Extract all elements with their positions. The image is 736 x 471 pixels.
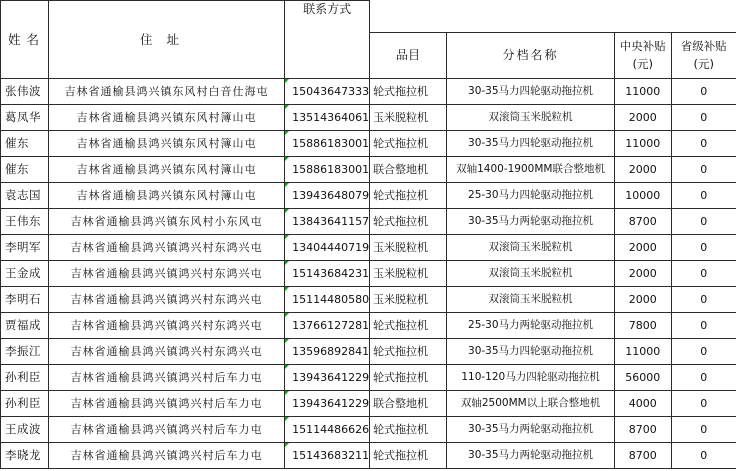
- cell-phone: [285, 79, 370, 105]
- cell-model: 双滚筒玉米脱粒机: [447, 235, 615, 261]
- cell-provincial-subsidy: 0: [671, 157, 736, 183]
- cell-provincial-subsidy: 0: [671, 131, 736, 157]
- cell-central-subsidy: 4000: [615, 391, 671, 417]
- header-provincial-label: 省级补贴: [680, 38, 727, 53]
- cell-provincial-subsidy: 0: [671, 417, 736, 443]
- cell-model: 双滚筒玉米脱粒机: [447, 287, 615, 313]
- number-as-text-indicator-icon: [285, 339, 289, 343]
- cell-phone-text: 13596892841: [292, 344, 370, 358]
- cell-name: 催东: [1, 131, 49, 157]
- cell-category: 轮式拖拉机: [370, 209, 447, 235]
- cell-address: 吉林省通榆县鸿兴镇鸿兴村后车力屯: [48, 443, 284, 469]
- number-as-text-indicator-icon: [285, 313, 289, 317]
- header-name: 姓名: [1, 1, 49, 79]
- cell-provincial-subsidy: 0: [671, 235, 736, 261]
- cell-phone: [285, 261, 370, 287]
- cell-phone: [285, 339, 370, 365]
- header-central-subsidy: [615, 33, 671, 79]
- table-row: [1, 183, 736, 209]
- cell-central-subsidy: 11000: [615, 339, 671, 365]
- cell-central-subsidy: 2000: [615, 287, 671, 313]
- cell-phone: [285, 105, 370, 131]
- cell-phone: [285, 365, 370, 391]
- header-top-blank: [370, 1, 736, 33]
- number-as-text-indicator-icon: [285, 79, 289, 83]
- cell-category: 轮式拖拉机: [370, 417, 447, 443]
- cell-phone: [285, 157, 370, 183]
- cell-phone: [285, 131, 370, 157]
- cell-name: 李明石: [1, 287, 49, 313]
- cell-provincial-subsidy: 0: [671, 183, 736, 209]
- cell-provincial-subsidy: 0: [671, 313, 736, 339]
- cell-category: 玉米脱粒机: [370, 105, 447, 131]
- number-as-text-indicator-icon: [285, 157, 289, 161]
- cell-category: 玉米脱粒机: [370, 261, 447, 287]
- cell-phone-text: 13514364061: [292, 110, 370, 124]
- cell-model: 30-35马力四轮驱动拖拉机: [447, 79, 615, 105]
- cell-name: 葛凤华: [1, 105, 49, 131]
- cell-central-subsidy: 2000: [615, 105, 671, 131]
- cell-model: 30-35马力两轮驱动拖拉机: [447, 209, 615, 235]
- cell-phone-text: 13766127281: [292, 318, 370, 332]
- cell-name: 王成波: [1, 417, 49, 443]
- cell-phone-text: 15143683211: [292, 448, 370, 462]
- number-as-text-indicator-icon: [285, 417, 289, 421]
- cell-category: 玉米脱粒机: [370, 235, 447, 261]
- cell-category: 轮式拖拉机: [370, 131, 447, 157]
- cell-model: 110-120马力四轮驱动拖拉机: [447, 365, 615, 391]
- cell-model: 25-30马力四轮驱动拖拉机: [447, 183, 615, 209]
- cell-provincial-subsidy: 0: [671, 209, 736, 235]
- cell-name: 贾福成: [1, 313, 49, 339]
- cell-central-subsidy: 2000: [615, 261, 671, 287]
- number-as-text-indicator-icon: [285, 105, 289, 109]
- cell-central-subsidy: 7800: [615, 313, 671, 339]
- table-row: [1, 313, 736, 339]
- cell-phone: [285, 391, 370, 417]
- cell-name: 孙利臣: [1, 365, 49, 391]
- table-body: [1, 79, 736, 469]
- cell-category: 轮式拖拉机: [370, 183, 447, 209]
- cell-phone-text: 15114486626: [292, 422, 370, 436]
- cell-address: 吉林省通榆县鸿兴镇东风村簿山屯: [48, 183, 284, 209]
- number-as-text-indicator-icon: [285, 183, 289, 187]
- table-row: [1, 365, 736, 391]
- cell-category: 轮式拖拉机: [370, 365, 447, 391]
- cell-name: 张伟波: [1, 79, 49, 105]
- cell-category: 联合整地机: [370, 157, 447, 183]
- number-as-text-indicator-icon: [285, 391, 289, 395]
- cell-model: 30-35马力两轮驱动拖拉机: [447, 443, 615, 469]
- cell-address: 吉林省通榆县鸿兴镇鸿兴村东鸿兴屯: [48, 261, 284, 287]
- table-row: [1, 209, 736, 235]
- cell-category: 轮式拖拉机: [370, 443, 447, 469]
- cell-phone-text: 13943648079: [292, 188, 370, 202]
- table-row: [1, 417, 736, 443]
- cell-phone-text: 13943641229: [292, 370, 370, 384]
- table-row: [1, 339, 736, 365]
- cell-name: 李振江: [1, 339, 49, 365]
- cell-provincial-subsidy: 0: [671, 339, 736, 365]
- cell-provincial-subsidy: 0: [671, 261, 736, 287]
- cell-address: 吉林省通榆县鸿兴镇东风村簿山屯: [48, 131, 284, 157]
- cell-central-subsidy: 11000: [615, 79, 671, 105]
- number-as-text-indicator-icon: [285, 131, 289, 135]
- cell-phone: [285, 209, 370, 235]
- table-row: [1, 443, 736, 469]
- cell-phone-text: 15886183001: [292, 162, 370, 176]
- cell-address: 吉林省通榆县鸿兴镇东风村簿山屯: [48, 105, 284, 131]
- cell-category: 轮式拖拉机: [370, 339, 447, 365]
- cell-name: 催东: [1, 157, 49, 183]
- cell-phone-text: 15114480580: [292, 292, 370, 306]
- table-row: [1, 287, 736, 313]
- header-central-unit: (元): [632, 56, 653, 71]
- cell-model: 30-35马力四轮驱动拖拉机: [447, 131, 615, 157]
- cell-address: 吉林省通榆县鸿兴镇鸿兴村后车力屯: [48, 365, 284, 391]
- cell-address: 吉林省通榆县鸿兴镇鸿兴村东鸿兴屯: [48, 313, 284, 339]
- cell-name: 王伟东: [1, 209, 49, 235]
- cell-phone-text: 15043647333: [292, 84, 370, 98]
- table-row: [1, 105, 736, 131]
- cell-address: 吉林省通榆县鸿兴镇东风村白音仕海屯: [48, 79, 284, 105]
- cell-address: 吉林省通榆县鸿兴镇鸿兴村东鸿兴屯: [48, 339, 284, 365]
- cell-category: 轮式拖拉机: [370, 79, 447, 105]
- number-as-text-indicator-icon: [285, 287, 289, 291]
- cell-central-subsidy: 2000: [615, 235, 671, 261]
- cell-phone-text: 15143684231: [292, 266, 370, 280]
- cell-phone-text: 13843641157: [292, 214, 370, 228]
- table-row: [1, 79, 736, 105]
- cell-phone-text: 15886183001: [292, 136, 370, 150]
- cell-phone: [285, 183, 370, 209]
- table-row: [1, 157, 736, 183]
- cell-category: 玉米脱粒机: [370, 287, 447, 313]
- cell-central-subsidy: 8700: [615, 443, 671, 469]
- cell-category: 联合整地机: [370, 391, 447, 417]
- cell-provincial-subsidy: 0: [671, 105, 736, 131]
- table-row: [1, 391, 736, 417]
- cell-address: 吉林省通榆县鸿兴镇鸿兴村后车力屯: [48, 391, 284, 417]
- cell-name: 王金成: [1, 261, 49, 287]
- cell-address: 吉林省通榆县鸿兴镇鸿兴村东鸿兴屯: [48, 287, 284, 313]
- cell-category: 轮式拖拉机: [370, 313, 447, 339]
- number-as-text-indicator-icon: [285, 443, 289, 447]
- cell-name: 李明军: [1, 235, 49, 261]
- cell-phone: [285, 443, 370, 469]
- table-row: [1, 261, 736, 287]
- header-provincial-unit: (元): [693, 56, 714, 71]
- cell-model: 30-35马力四轮驱动拖拉机: [447, 339, 615, 365]
- cell-central-subsidy: 11000: [615, 131, 671, 157]
- cell-central-subsidy: 8700: [615, 417, 671, 443]
- cell-address: 吉林省通榆县鸿兴镇鸿兴村东鸿兴屯: [48, 235, 284, 261]
- number-as-text-indicator-icon: [285, 209, 289, 213]
- table-row: [1, 131, 736, 157]
- cell-provincial-subsidy: 0: [671, 443, 736, 469]
- cell-phone-text: 13404440719: [292, 240, 370, 254]
- cell-name: 孙利臣: [1, 391, 49, 417]
- cell-provincial-subsidy: 0: [671, 365, 736, 391]
- cell-model: 双轴2500MM以上联合整地机: [447, 391, 615, 417]
- cell-central-subsidy: 56000: [615, 365, 671, 391]
- cell-address: 吉林省通榆县鸿兴镇鸿兴村后车力屯: [48, 417, 284, 443]
- cell-name: 袁志国: [1, 183, 49, 209]
- cell-phone: [285, 235, 370, 261]
- cell-address: 吉林省通榆县鸿兴镇东风村小东风屯: [48, 209, 284, 235]
- cell-address: 吉林省通榆县鸿兴镇东风村簿山屯: [48, 157, 284, 183]
- cell-phone: [285, 313, 370, 339]
- header-address: 住址: [48, 1, 284, 79]
- header-category: 品目: [370, 33, 447, 79]
- cell-phone: [285, 287, 370, 313]
- cell-central-subsidy: 2000: [615, 157, 671, 183]
- number-as-text-indicator-icon: [285, 235, 289, 239]
- cell-provincial-subsidy: 0: [671, 287, 736, 313]
- cell-name: 李晓龙: [1, 443, 49, 469]
- cell-model: 25-30马力两轮驱动拖拉机: [447, 313, 615, 339]
- cell-model: 30-35马力两轮驱动拖拉机: [447, 417, 615, 443]
- cell-model: 双滚筒玉米脱粒机: [447, 105, 615, 131]
- table-row: [1, 235, 736, 261]
- cell-phone: [285, 417, 370, 443]
- cell-provincial-subsidy: 0: [671, 79, 736, 105]
- header-model: 分档名称: [447, 33, 615, 79]
- header-central-label: 中央补贴: [619, 38, 666, 53]
- cell-central-subsidy: 8700: [615, 209, 671, 235]
- cell-phone-text: 13943641229: [292, 396, 370, 410]
- number-as-text-indicator-icon: [285, 261, 289, 265]
- number-as-text-indicator-icon: [285, 365, 289, 369]
- cell-provincial-subsidy: 0: [671, 391, 736, 417]
- header-provincial-subsidy: [671, 33, 736, 79]
- cell-model: 双滚筒玉米脱粒机: [447, 261, 615, 287]
- cell-central-subsidy: 10000: [615, 183, 671, 209]
- header-phone: 联系方式: [285, 1, 370, 79]
- cell-model: 双轴1400-1900MM联合整地机: [447, 157, 615, 183]
